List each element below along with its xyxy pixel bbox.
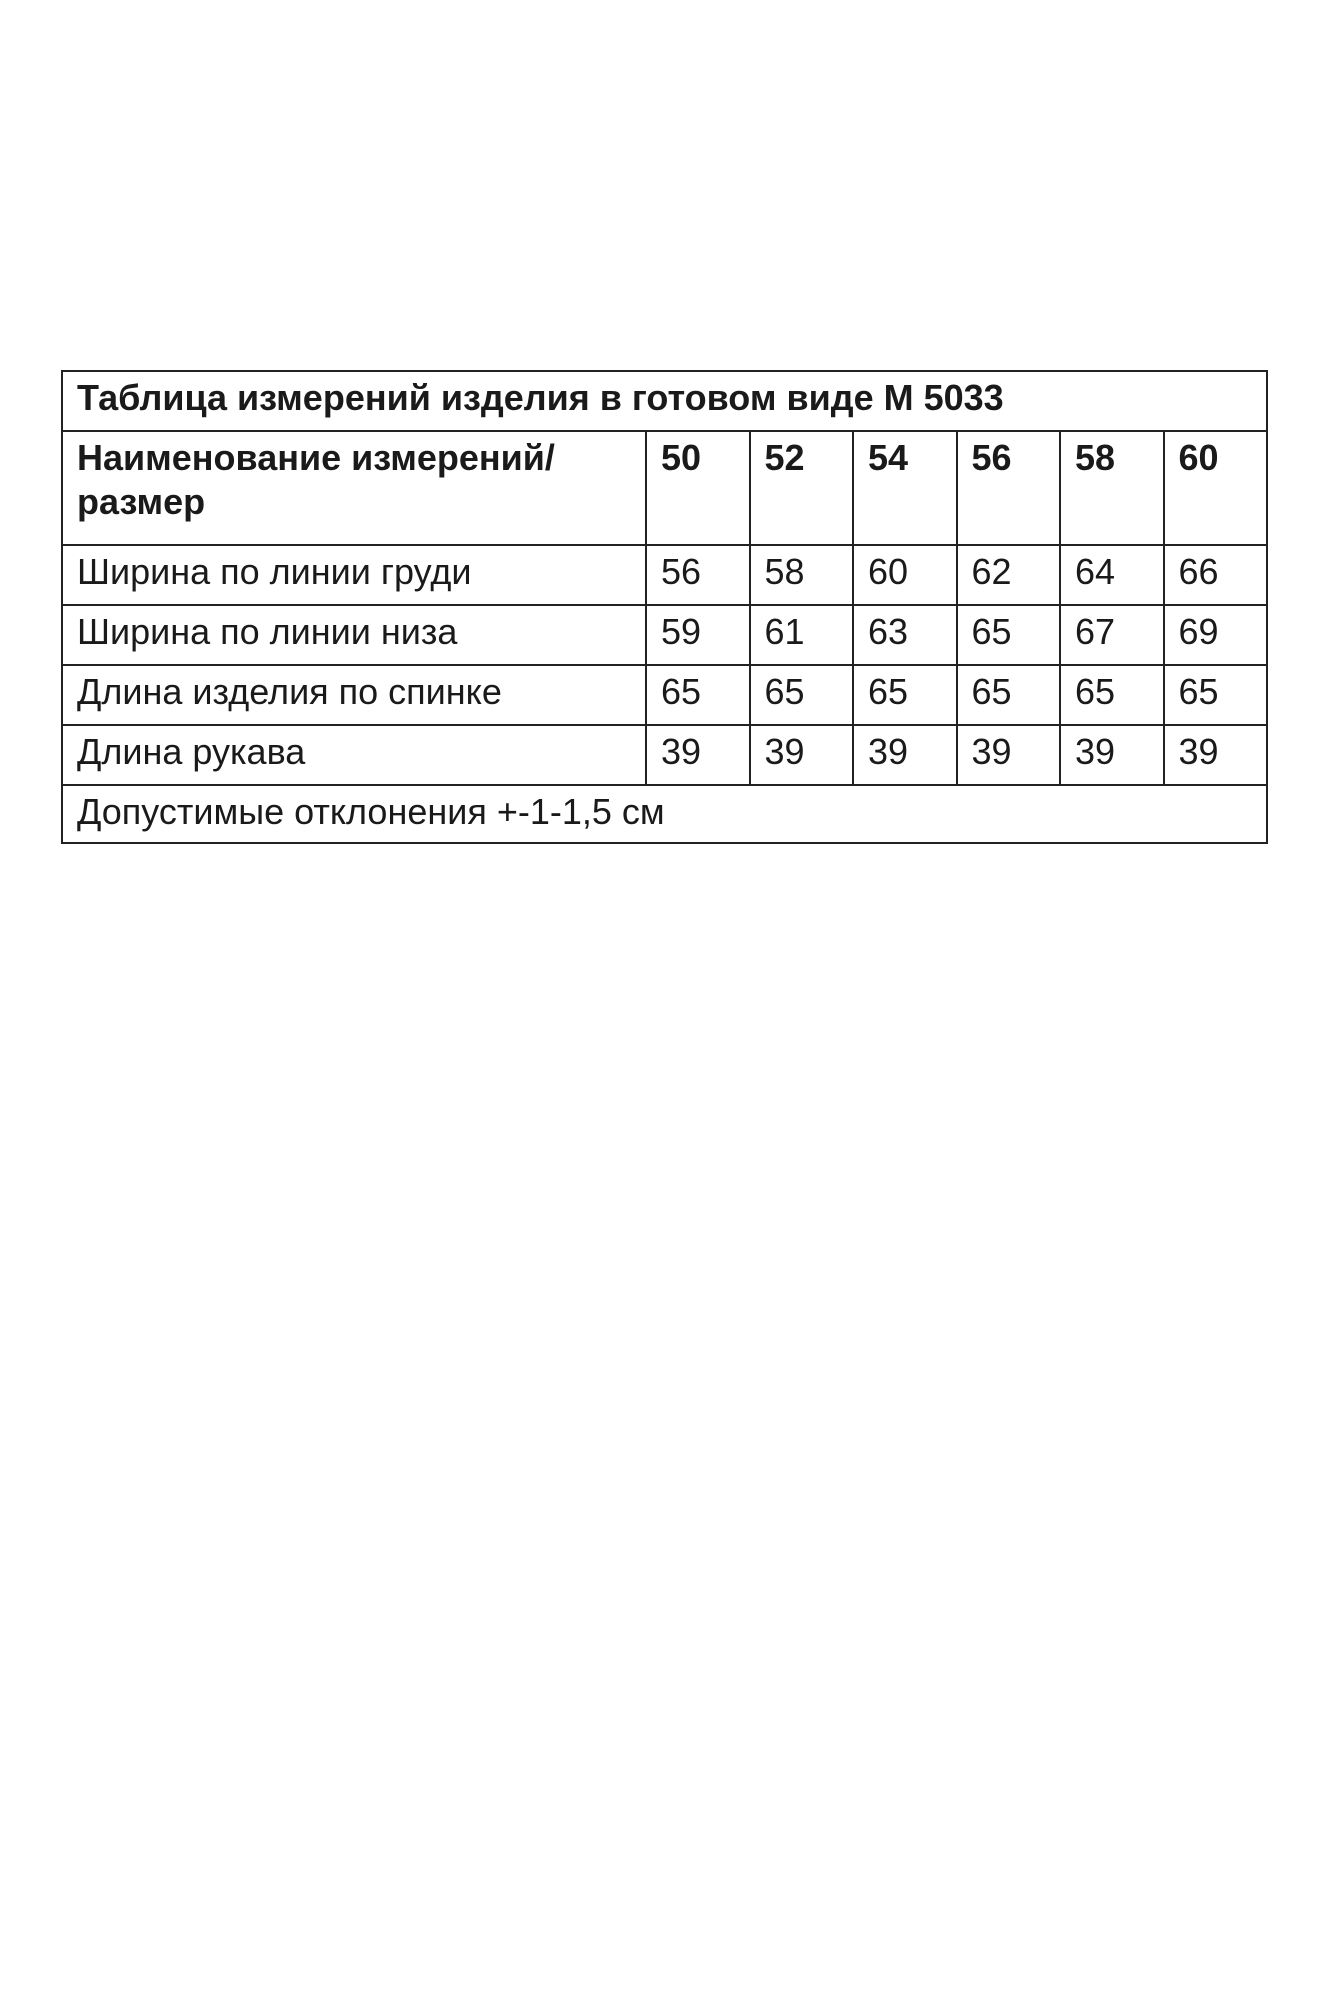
table-cell: 63 xyxy=(853,605,957,665)
table-row xyxy=(62,665,1267,725)
table-cell: 66 xyxy=(1164,545,1268,605)
table-header-row xyxy=(62,431,1267,545)
header-size-cell: 58 xyxy=(1060,431,1164,545)
table-cell: 39 xyxy=(853,725,957,785)
table-cell: 39 xyxy=(1164,725,1268,785)
table-note-row xyxy=(62,785,1267,843)
header-size-cell: 60 xyxy=(1164,431,1268,545)
header-size-cell: 52 xyxy=(750,431,854,545)
table-cell: 65 xyxy=(957,605,1061,665)
table-cell: 58 xyxy=(750,545,854,605)
row-label: Ширина по линии низа xyxy=(62,605,646,665)
table-cell: 39 xyxy=(1060,725,1164,785)
table-cell: 65 xyxy=(1164,665,1268,725)
table-cell: 56 xyxy=(646,545,750,605)
tolerance-note: Допустимые отклонения +-1-1,5 см xyxy=(62,785,1267,843)
table-title-row xyxy=(62,371,1267,431)
table-cell: 61 xyxy=(750,605,854,665)
table-row xyxy=(62,605,1267,665)
table-cell: 39 xyxy=(750,725,854,785)
table-cell: 65 xyxy=(957,665,1061,725)
table-title: Таблица измерений изделия в готовом виде М 5033 xyxy=(62,371,1267,431)
table-cell: 67 xyxy=(1060,605,1164,665)
table-cell: 64 xyxy=(1060,545,1164,605)
row-label: Длина рукава xyxy=(62,725,646,785)
header-name-cell: Наименование измерений/размер xyxy=(62,431,646,545)
size-chart-table xyxy=(61,370,1268,844)
header-size-cell: 56 xyxy=(957,431,1061,545)
header-size-cell: 50 xyxy=(646,431,750,545)
table-cell: 62 xyxy=(957,545,1061,605)
row-label: Ширина по линии груди xyxy=(62,545,646,605)
header-size-cell: 54 xyxy=(853,431,957,545)
table-row xyxy=(62,725,1267,785)
table-row xyxy=(62,545,1267,605)
table-cell: 39 xyxy=(957,725,1061,785)
table-cell: 39 xyxy=(646,725,750,785)
table-cell: 65 xyxy=(1060,665,1164,725)
table-cell: 65 xyxy=(646,665,750,725)
table-cell: 60 xyxy=(853,545,957,605)
table-cell: 69 xyxy=(1164,605,1268,665)
row-label: Длина изделия по спинке xyxy=(62,665,646,725)
table-cell: 59 xyxy=(646,605,750,665)
table-cell: 65 xyxy=(853,665,957,725)
table-cell: 65 xyxy=(750,665,854,725)
